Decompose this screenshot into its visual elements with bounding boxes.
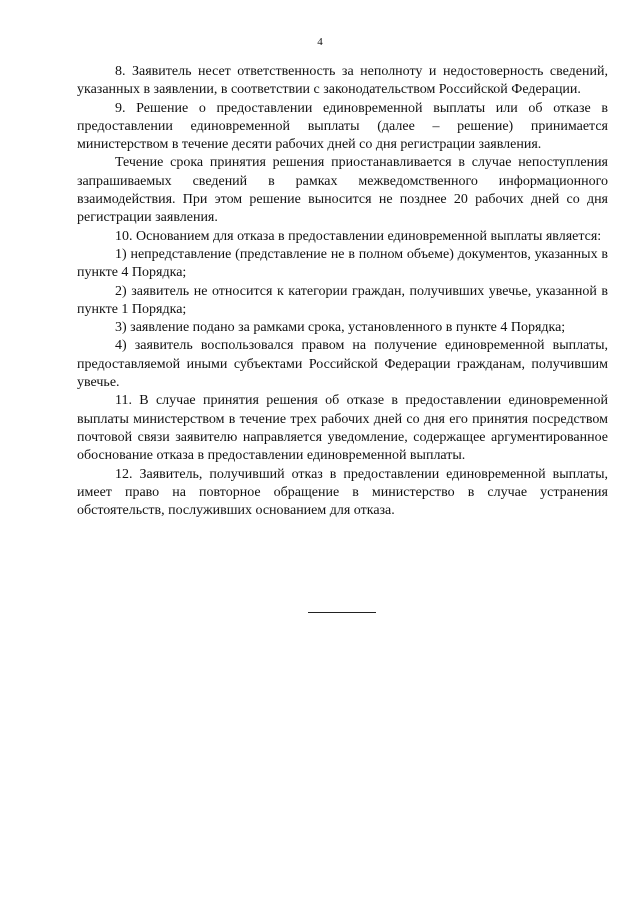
- end-of-document-rule: [308, 612, 376, 613]
- document-body: [77, 63, 608, 520]
- paragraph-12: 12. Заявитель, получивший отказ в предоставлении единовременной выплаты, имеет право на повторное обращение в министерство в случае устранения обстоятельств, послуживших основанием для отказа.: [77, 466, 608, 519]
- paragraph-9-suspension: Течение срока принятия решения приостанавливается в случае непоступления запрашиваемых сведений в рамках межведомственного информационного взаимодействия. При этом решение выносится не позднее 20 рабочих дней со дня регистрации заявления.: [77, 155, 608, 226]
- paragraph-10-item-3: 3) заявление подано за рамками срока, установленного в пункте 4 Порядка;: [115, 320, 566, 336]
- paragraph-10-item-2: 2) заявитель не относится к категории граждан, получивших увечье, указанной в пункте 1 Порядка;: [77, 283, 608, 317]
- page-number: 4: [317, 36, 323, 48]
- paragraph-10-item-1: 1) непредставление (представление не в полном объеме) документов, указанных в пункте 4 Порядка;: [77, 246, 608, 281]
- paragraph-8: 8. Заявитель несет ответственность за неполноту и недостоверность сведений, указанных в заявлении, в соответствии с законодательством Российской Федерации.: [77, 64, 608, 98]
- paragraph-9: 9. Решение о предоставлении единовременной выплаты или об отказе в предоставлении единовременной выплаты (далее – решение) принимается министерством в течение десяти рабочих дней со дня регистрации заявления.: [77, 100, 608, 153]
- paragraph-10: 10. Основанием для отказа в предоставлении единовременной выплаты является:: [115, 228, 602, 244]
- paragraph-11: 11. В случае принятия решения об отказе в предоставлении единовременной выплаты министерством в течение трех рабочих дней со дня его принятия посредством почтовой связи заявителю направляется уведомление, содержащее аргументированное обоснование отказа в предоставлении единовременной выплаты.: [77, 393, 608, 464]
- paragraph-10-item-4: 4) заявитель воспользовался правом на получение единовременной выплаты, предоставляемой иными субъектами Российской Федерации гражданам, получившим увечье.: [77, 338, 608, 391]
